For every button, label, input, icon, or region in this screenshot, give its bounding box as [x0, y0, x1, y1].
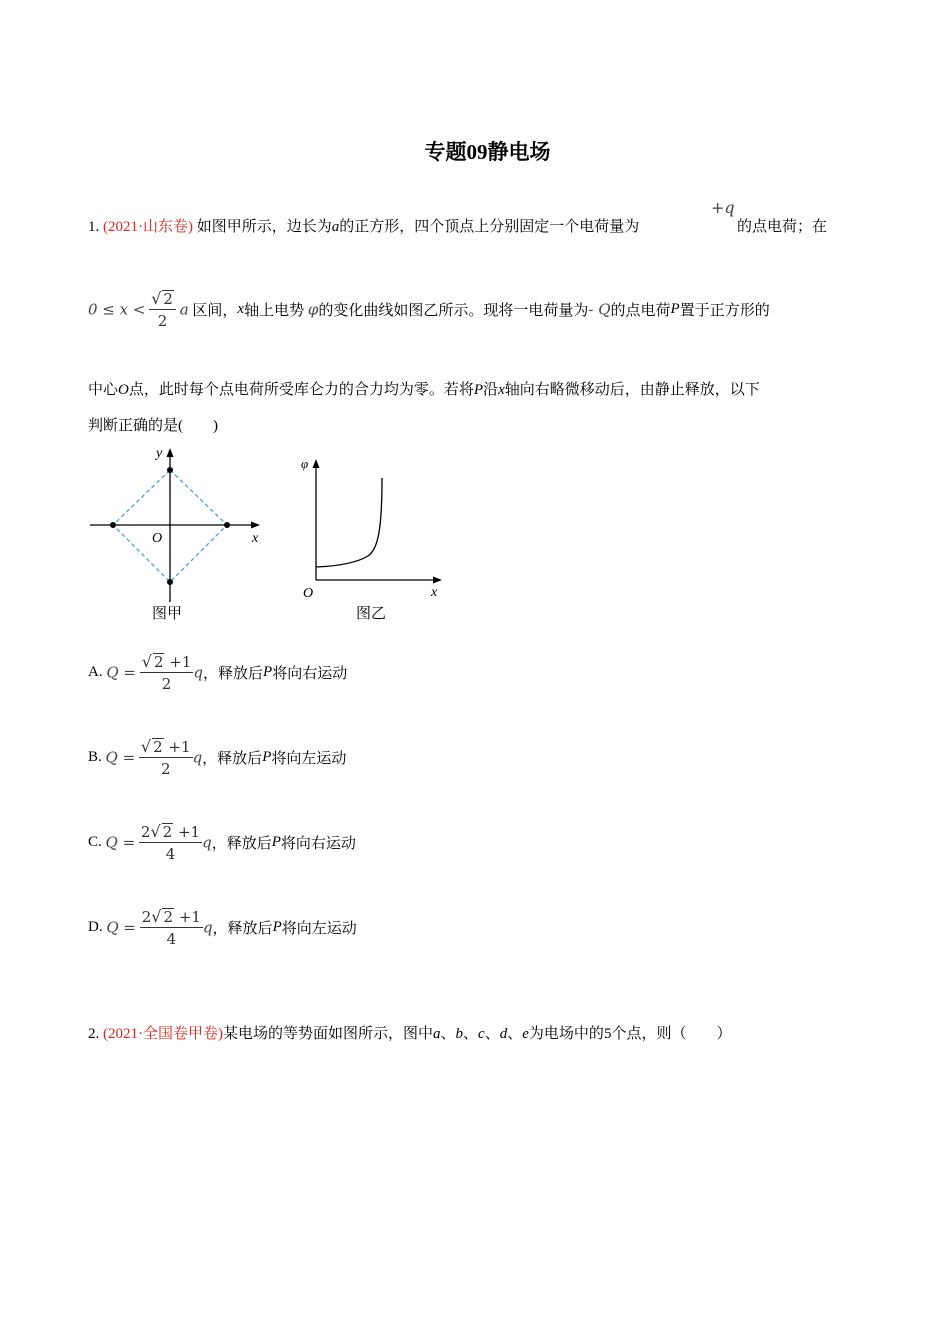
- option-fraction: $\frac{2√ 2 +1}{4}$: [141, 907, 201, 948]
- phi-arrow-icon: [313, 459, 320, 468]
- sqrt-value: 2: [162, 823, 173, 841]
- range-den: 2: [157, 312, 168, 330]
- var-x: x: [498, 382, 505, 398]
- separator: 、: [440, 1026, 456, 1042]
- figure-caption: 图甲: [152, 606, 183, 622]
- q1-number: 1.: [88, 219, 100, 235]
- option-q-var: q: [193, 663, 203, 682]
- option-b[interactable]: [88, 737, 346, 778]
- figure-jia: [86, 442, 266, 627]
- point-b: b: [455, 1026, 464, 1042]
- q1-text: 轴上电势: [244, 303, 305, 319]
- var-a: a: [331, 219, 340, 235]
- origin-label: O: [152, 531, 163, 546]
- denominator: 4: [166, 930, 177, 948]
- q2-count: 5: [603, 1026, 612, 1042]
- q2-source: (2021·全国卷甲卷): [103, 1026, 223, 1042]
- option-q: Q =: [106, 918, 136, 937]
- option-fraction: $\frac{√ 2 +1}{2}$: [141, 652, 192, 693]
- charge-dot-left: [110, 522, 116, 528]
- q1-text: 的正方形，四个顶点上分别固定一个电荷量为: [339, 219, 640, 235]
- var-p: P: [473, 382, 484, 398]
- option-result: 将向左运动: [281, 921, 357, 937]
- x-label: x: [252, 531, 259, 546]
- option-q-var: q: [202, 833, 212, 852]
- q1-text: 的点电荷: [610, 303, 671, 319]
- q2-text: 个点，则（ ）: [611, 1026, 732, 1042]
- q1-text: 如图甲所示，边长为: [196, 219, 332, 235]
- page-title: 专题09静电场: [424, 140, 551, 164]
- var-p: P: [263, 664, 273, 680]
- neg-q: - Q: [588, 300, 611, 319]
- option-label: B.: [88, 749, 102, 765]
- num-plus: +1: [178, 908, 201, 926]
- point-e: e: [522, 1026, 529, 1042]
- var-o: O: [118, 382, 129, 398]
- var-phi: φ: [307, 300, 319, 319]
- x-label: x: [431, 585, 438, 600]
- option-q: Q =: [106, 663, 136, 682]
- separator: 、: [463, 1026, 479, 1042]
- option-result: 将向右运动: [280, 836, 356, 852]
- x-arrow-icon: [433, 577, 442, 584]
- point-a: a: [433, 1026, 441, 1042]
- option-q-var: q: [192, 748, 203, 767]
- point-d: d: [499, 1026, 508, 1042]
- q1-source: (2021·山东卷): [103, 219, 193, 235]
- sqrt-value: 2: [153, 738, 163, 756]
- option-label: C.: [88, 834, 102, 850]
- option-result: 将向左运动: [271, 751, 347, 767]
- q1-line1: [88, 215, 639, 236]
- q1-line2: [88, 289, 770, 330]
- option-result: 将向右运动: [272, 666, 348, 682]
- option-a[interactable]: [88, 652, 347, 693]
- q1-text: 沿: [483, 382, 499, 398]
- y-label: y: [156, 446, 163, 461]
- denominator: 4: [165, 845, 176, 863]
- option-text: ，释放后: [203, 666, 264, 682]
- q1-line4: 判断正确的是( ): [88, 418, 218, 434]
- q1-text: 置于正方形的: [679, 303, 770, 319]
- charge-dot-bottom: [167, 579, 173, 585]
- option-text: ，释放后: [211, 836, 272, 852]
- separator: 、: [484, 1026, 500, 1042]
- option-text: ，释放后: [202, 751, 263, 767]
- x-arrow-icon: [251, 522, 260, 529]
- q2-number: 2.: [88, 1026, 100, 1042]
- point-c: c: [478, 1026, 485, 1042]
- option-q: Q =: [105, 748, 136, 767]
- num-plus: +1: [168, 738, 191, 756]
- var-x: x: [237, 301, 245, 317]
- figure-yi: [296, 450, 456, 630]
- charge-dot-top: [167, 467, 173, 473]
- option-text: ，释放后: [212, 921, 273, 937]
- var-p: P: [272, 919, 282, 935]
- potential-curve: [316, 478, 382, 567]
- charge-plus-q: +q: [711, 198, 735, 217]
- charge-dot-right: [224, 522, 230, 528]
- q1-text: 轴向右略微移动后，由静止释放，以下: [504, 382, 760, 398]
- denominator: 2: [160, 760, 171, 778]
- q2-text: 为电场中的: [528, 1026, 604, 1042]
- q1-text: 中心: [88, 382, 119, 398]
- option-q-var: q: [202, 918, 213, 937]
- option-c[interactable]: [88, 822, 356, 863]
- q1-text: 点，此时每个点电荷所受库仑力的合力均为零。若将: [128, 382, 474, 398]
- denominator: 2: [161, 675, 172, 693]
- range-expr: 0 ≤ x <: [88, 300, 146, 319]
- var-p: P: [670, 301, 680, 317]
- var-p: P: [262, 749, 272, 765]
- range-sqrt: 2: [163, 290, 173, 308]
- option-fraction: $\frac{√ 2 +1}{2}$: [140, 737, 191, 778]
- q1-text: 的变化曲线如图乙所示。现将一电荷量为: [318, 303, 589, 319]
- option-fraction: $\frac{2√ 2 +1}{4}$: [140, 822, 201, 863]
- sqrt-value: 2: [163, 908, 174, 926]
- q2-line1: [88, 1022, 731, 1043]
- y-arrow-icon: [167, 448, 174, 457]
- num-plus: +1: [177, 823, 201, 841]
- q1-line3: [88, 378, 760, 399]
- range-fraction: $\frac{√ 2}{2}$: [149, 289, 176, 330]
- option-label: D.: [88, 919, 103, 935]
- q1-text: 区间，: [192, 303, 238, 319]
- num-plus: +1: [169, 653, 192, 671]
- separator: 、: [507, 1026, 523, 1042]
- q1-text: 的点电荷；在: [737, 219, 828, 235]
- var-p: P: [271, 834, 281, 850]
- origin-label: O: [303, 586, 314, 601]
- var-a: a: [179, 300, 189, 319]
- option-label: A.: [88, 664, 103, 680]
- q2-text: 某电场的等势面如图所示，图中: [223, 1026, 434, 1042]
- figure-caption: 图乙: [356, 606, 387, 622]
- phi-label: φ: [301, 456, 309, 471]
- sqrt-value: 2: [153, 653, 164, 671]
- option-q: Q =: [105, 833, 136, 852]
- option-d[interactable]: [88, 907, 357, 948]
